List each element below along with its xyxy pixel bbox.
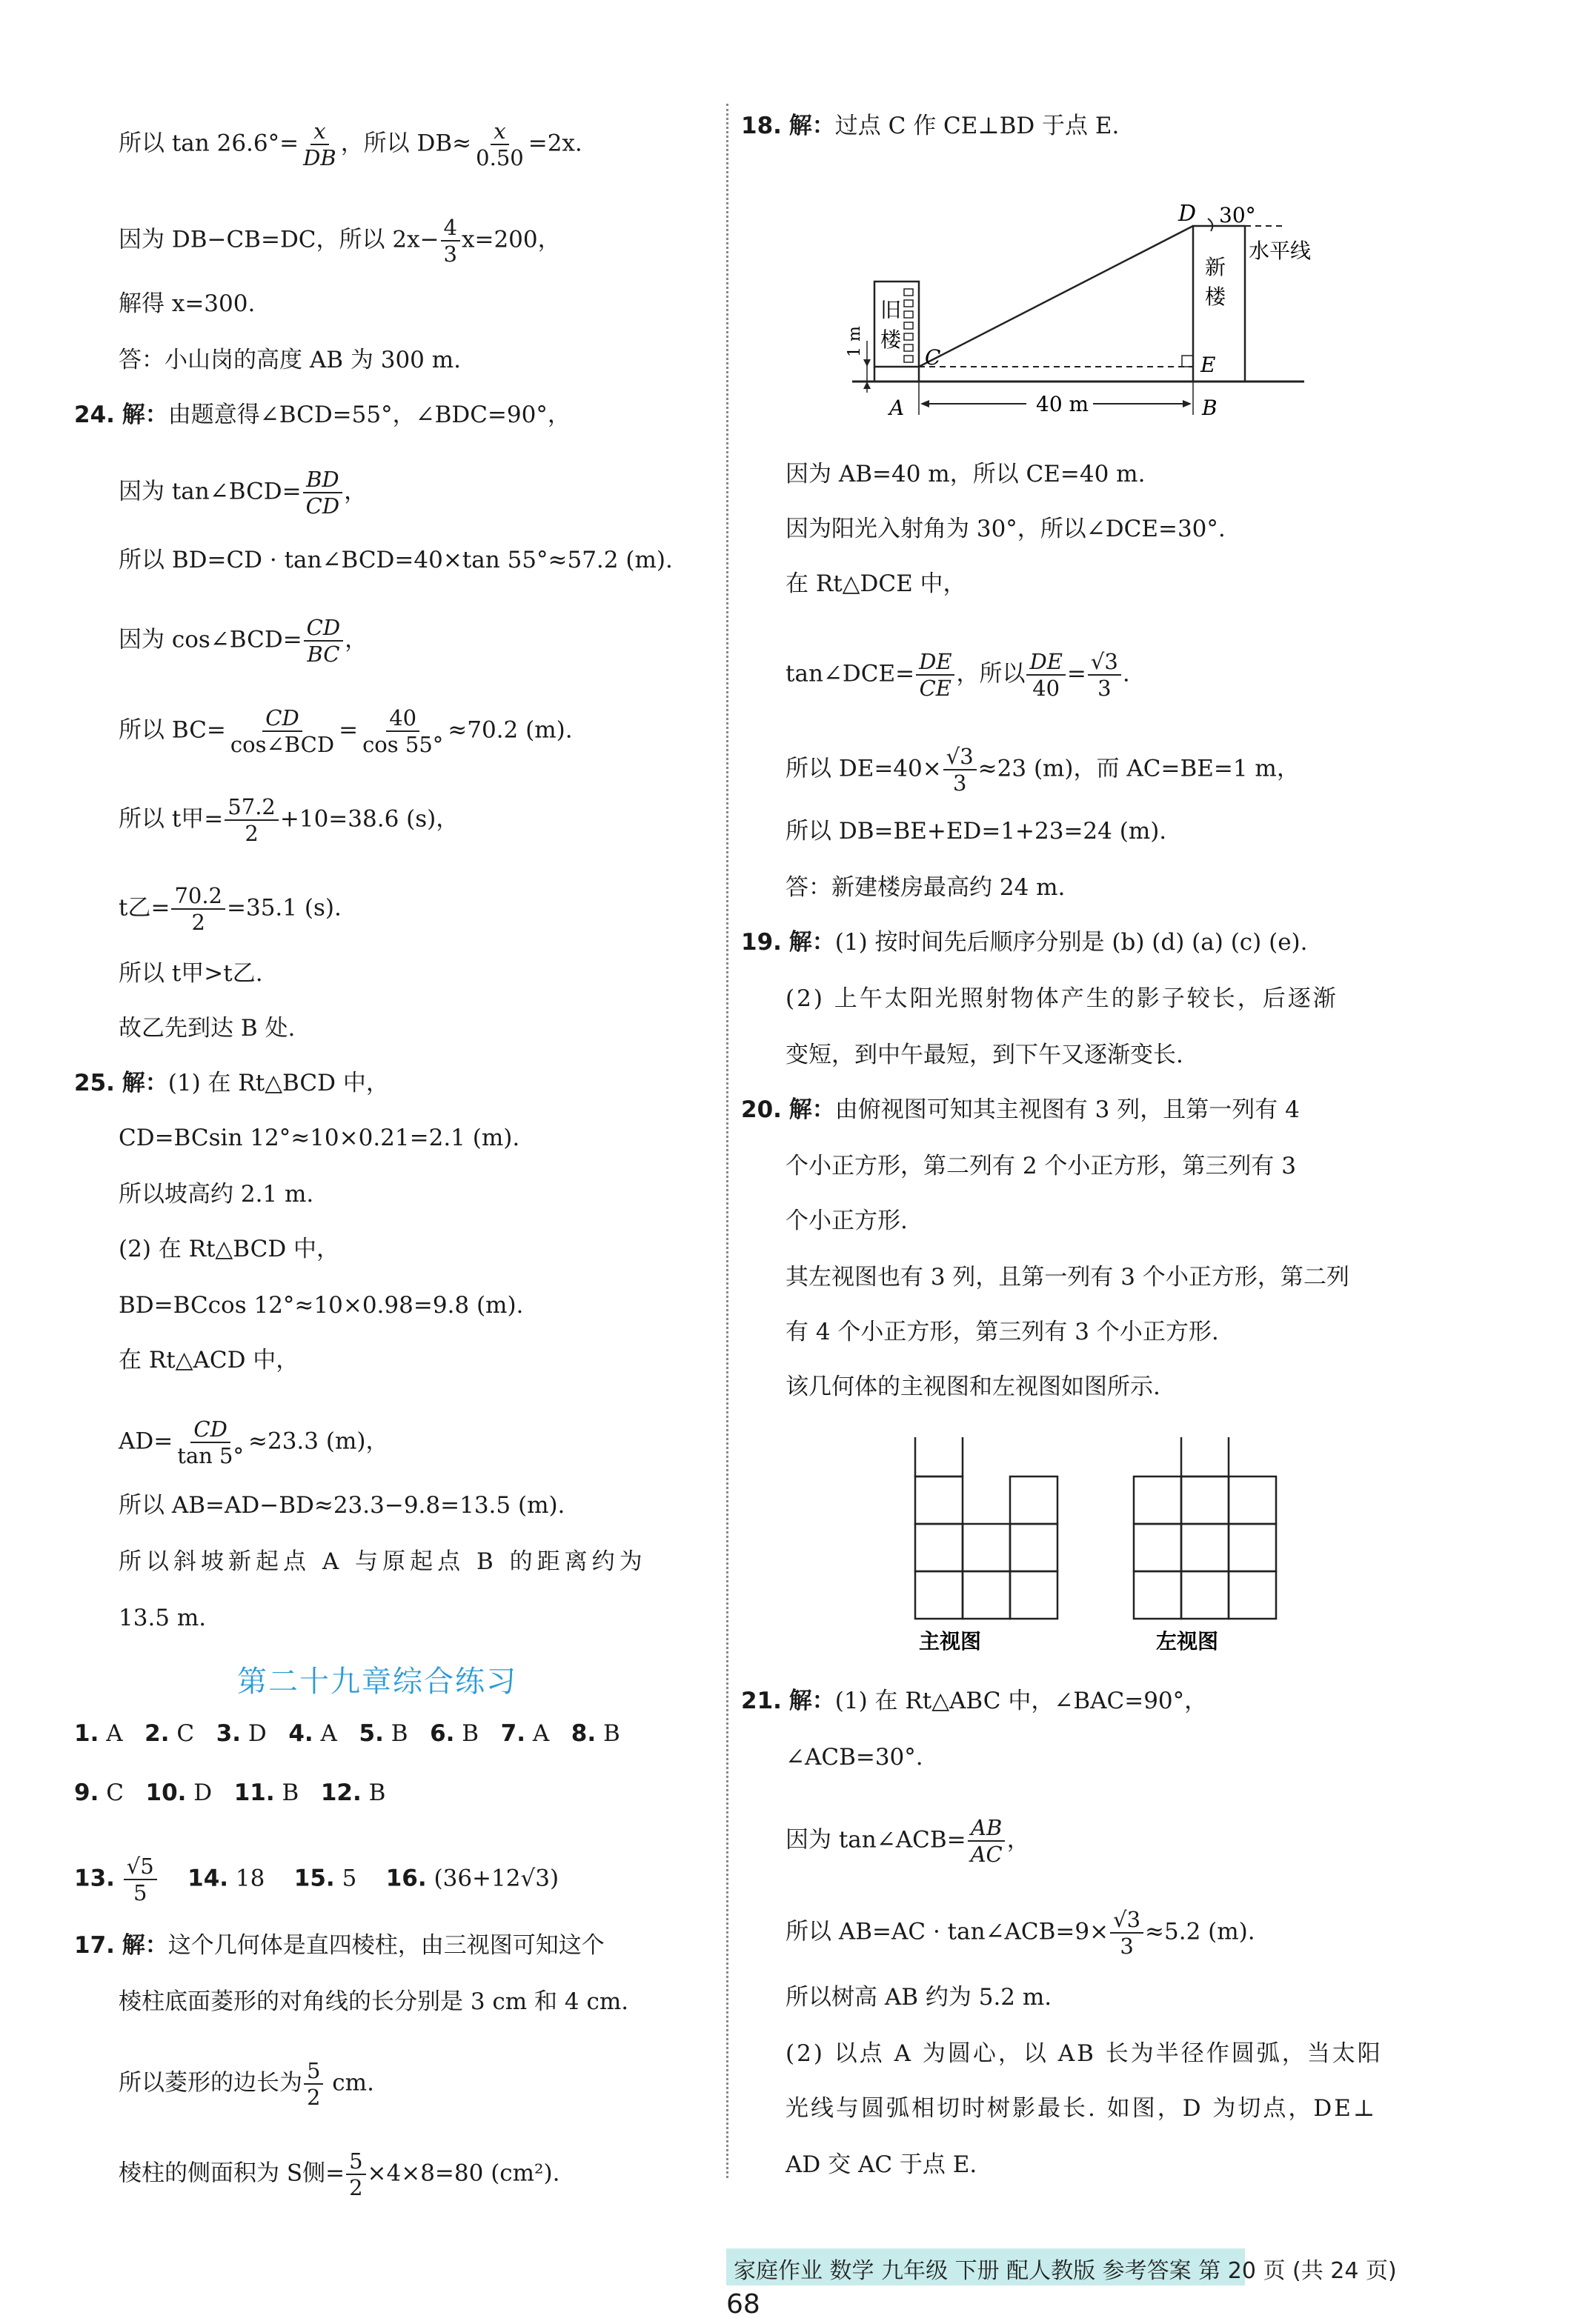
fill-answers-row: 13. $\frac{√5}{5}$ 14. 18 15. 5 16. (36+12√3) — [74, 1854, 559, 1905]
left-view-label: 左视图 — [1156, 1629, 1219, 1654]
line: 棱柱底面菱形的对角线的长分别是 3 cm 和 4 cm. — [119, 1988, 629, 2015]
line: (2) 在 Rt△BCD 中， — [119, 1236, 340, 1262]
question-25: 25. 解：(1) 在 Rt△BCD 中， — [74, 1070, 389, 1096]
line: 13.5 m. — [119, 1605, 207, 1631]
line: 所以菱形的边长为 $\frac{5}{2}$ cm. — [119, 2058, 374, 2110]
line: (2) 以点 A 为圆心，以 AB 长为半径作圆弧，当太阳 — [786, 2040, 1383, 2067]
line: 所以 tan 26.6°= $\frac{x}{DB}$ ，所以 DB≈ $\frac{x}{0.50}$ =2x. — [119, 119, 582, 170]
line: AD 交 AC 于点 E. — [786, 2151, 977, 2178]
line: 其左视图也有 3 列，且第一列有 3 个小正方形，第二列 — [786, 1264, 1349, 1291]
page-number: 68 — [726, 2289, 760, 2320]
main-view — [915, 1437, 1057, 1619]
view-square — [1181, 1476, 1229, 1524]
old-building-windows — [904, 289, 913, 362]
view-square — [1229, 1571, 1276, 1619]
label-angle: 30° — [1219, 203, 1256, 227]
line: CD=BCsin 12°≈10×0.21=2.1 (m). — [119, 1125, 520, 1151]
line: 所以 BC= $\frac{CD}{\text{cos∠BCD}}$ = $\frac{40}{\cos 55^\circ}$ ≈70.2 (m). — [119, 705, 573, 757]
line: 在 Rt△DCE 中， — [786, 570, 966, 597]
view-square — [1010, 1571, 1057, 1619]
question-24: 24. 解：由题意得∠BCD=55°，∠BDC=90°， — [74, 402, 571, 428]
line: 该几何体的主视图和左视图如图所示. — [786, 1374, 1160, 1400]
line: 解得 x=300. — [119, 290, 256, 317]
line: 所以 DE=40× $\frac{√3}{3}$ ≈23 (m)，而 AC=BE=1 m， — [786, 744, 1300, 796]
label-A: A — [889, 396, 905, 420]
line: 在 Rt△ACD 中， — [119, 1347, 299, 1374]
view-square — [1181, 1571, 1229, 1619]
label-D: D — [1178, 201, 1197, 227]
line: 所以 t甲= $\frac{57.2}{2}$ +10=38.6 (s)， — [119, 794, 459, 846]
view-square — [1181, 1524, 1229, 1571]
view-square — [915, 1571, 963, 1619]
line: 个小正方形，第二列有 2 个小正方形，第三列有 3 — [786, 1153, 1297, 1179]
view-square — [1010, 1524, 1057, 1571]
main-view-label: 主视图 — [919, 1629, 982, 1654]
question-18: 18. 解：过点 C 作 CE⊥BD 于点 E. — [741, 113, 1120, 139]
label-old-building: 旧 — [880, 298, 902, 322]
line: 棱柱的侧面积为 S侧= $\frac{5}{2}$ ×4×8=80 (cm²). — [119, 2148, 560, 2200]
label-height: 1 m — [846, 326, 864, 357]
footer-text: 家庭作业 数学 九年级 下册 配人教版 参考答案 第 20 页 (共 24 页) — [734, 2258, 1397, 2284]
line: 答：新建楼房最高约 24 m. — [786, 874, 1066, 901]
line: 答：小山岗的高度 AB 为 300 m. — [119, 347, 462, 373]
question-19: 19. 解：(1) 按时间先后顺序分别是 (b) (d) (a) (c) (e). — [741, 929, 1308, 956]
question-21: 21. 解：(1) 在 Rt△ABC 中，∠BAC=90°， — [741, 1688, 1208, 1714]
line: 所以 AB=AD−BD≈23.3−9.8=13.5 (m). — [119, 1492, 565, 1519]
line: 因为 tan∠BCD= $\frac{BD}{CD}$ ， — [119, 467, 368, 519]
line: tan∠DCE= $\frac{DE}{CE}$ ，所以 $\frac{DE}{40}$ = $\frac{√3}{3}$ . — [786, 649, 1130, 701]
line: AD= $\frac{CD}{\tan 5^\circ}$ ≈23.3 (m)， — [119, 1416, 389, 1468]
label-new-building: 新 — [1205, 255, 1226, 279]
line: 所以 t甲>t乙. — [119, 960, 263, 987]
line: ∠ACB=30°. — [786, 1744, 923, 1771]
question-20: 20. 解：由俯视图可知其主视图有 3 列，且第一列有 4 — [741, 1096, 1300, 1123]
label-old-building: 楼 — [880, 327, 902, 352]
view-square — [1134, 1524, 1181, 1571]
line: 变短，到中午最短，到下午又逐渐变长. — [786, 1042, 1183, 1068]
line: 所以 BD=CD · tan∠BCD=40×tan 55°≈57.2 (m). — [119, 547, 673, 573]
view-square — [1010, 1476, 1057, 1524]
label-E: E — [1200, 353, 1216, 377]
mc-answers-row-2: 9. C 10. D 11. B 12. B — [74, 1779, 386, 1806]
view-square — [1134, 1476, 1181, 1524]
line: 因为 AB=40 m，所以 CE=40 m. — [786, 461, 1146, 487]
line: 因为 DB−CB=DC，所以 2x− $\frac{4}{3}$ x=200， — [119, 215, 561, 267]
view-square — [963, 1571, 1010, 1619]
view-square — [1229, 1524, 1276, 1571]
line: 光线与圆弧相切时树影最长. 如图，D 为切点，DE⊥ — [786, 2095, 1378, 2122]
line: 所以 DB=BE+ED=1+23=24 (m). — [786, 818, 1167, 845]
old-building — [874, 282, 919, 367]
question-17: 17. 解：这个几何体是直四棱柱，由三视图可知这个 — [74, 1932, 605, 1959]
line: 因为阳光入射角为 30°，所以∠DCE=30°. — [786, 516, 1226, 542]
view-square — [915, 1476, 963, 1524]
line: 所以 AB=AC · tan∠ACB=9× $\frac{√3}{3}$ ≈5.2 (m). — [786, 1907, 1255, 1959]
label-distance: 40 m — [1036, 392, 1089, 416]
line: (2) 上午太阳光照射物体产生的影子较长，后逐渐 — [786, 985, 1338, 1012]
line: 因为 tan∠ACB= $\frac{AB}{AC}$ ， — [786, 1815, 1030, 1867]
line: BD=BCcos 12°≈10×0.98=9.8 (m). — [119, 1292, 524, 1319]
section-title: 第二十九章综合练习 — [237, 1665, 517, 1699]
view-square — [963, 1524, 1010, 1571]
line: 有 4 个小正方形，第三列有 3 个小正方形. — [786, 1319, 1219, 1345]
label-horizon: 水平线 — [1249, 239, 1312, 263]
view-square — [1134, 1571, 1181, 1619]
three-view-figure — [911, 1437, 1297, 1659]
mc-answers-row-1: 1. A 2. C 3. D 4. A 5. B 6. B 7. A 8. B — [74, 1720, 620, 1747]
label-C: C — [925, 345, 941, 370]
column-divider — [726, 104, 731, 2178]
line: 所以坡高约 2.1 m. — [119, 1181, 314, 1208]
view-square — [1181, 1437, 1229, 1476]
line: t乙= $\frac{70.2}{2}$ =35.1 (s). — [119, 883, 342, 935]
line: 因为 cos∠BCD= $\frac{CD}{BC}$ ， — [119, 615, 368, 667]
line: 所以树高 AB 约为 5.2 m. — [786, 1984, 1052, 2011]
view-square — [915, 1437, 963, 1476]
view-square — [915, 1524, 963, 1571]
line: 所以斜坡新起点 A 与原起点 B 的距离约为 — [119, 1548, 647, 1575]
left-view — [1134, 1437, 1276, 1619]
label-B: B — [1202, 396, 1218, 420]
label-new-building: 楼 — [1205, 284, 1226, 309]
building-shadow-figure — [845, 193, 1319, 437]
sun-ray — [919, 226, 1193, 367]
line: 故乙先到达 B 处. — [119, 1015, 296, 1042]
line: 个小正方形. — [786, 1208, 908, 1234]
view-square — [1229, 1476, 1276, 1524]
